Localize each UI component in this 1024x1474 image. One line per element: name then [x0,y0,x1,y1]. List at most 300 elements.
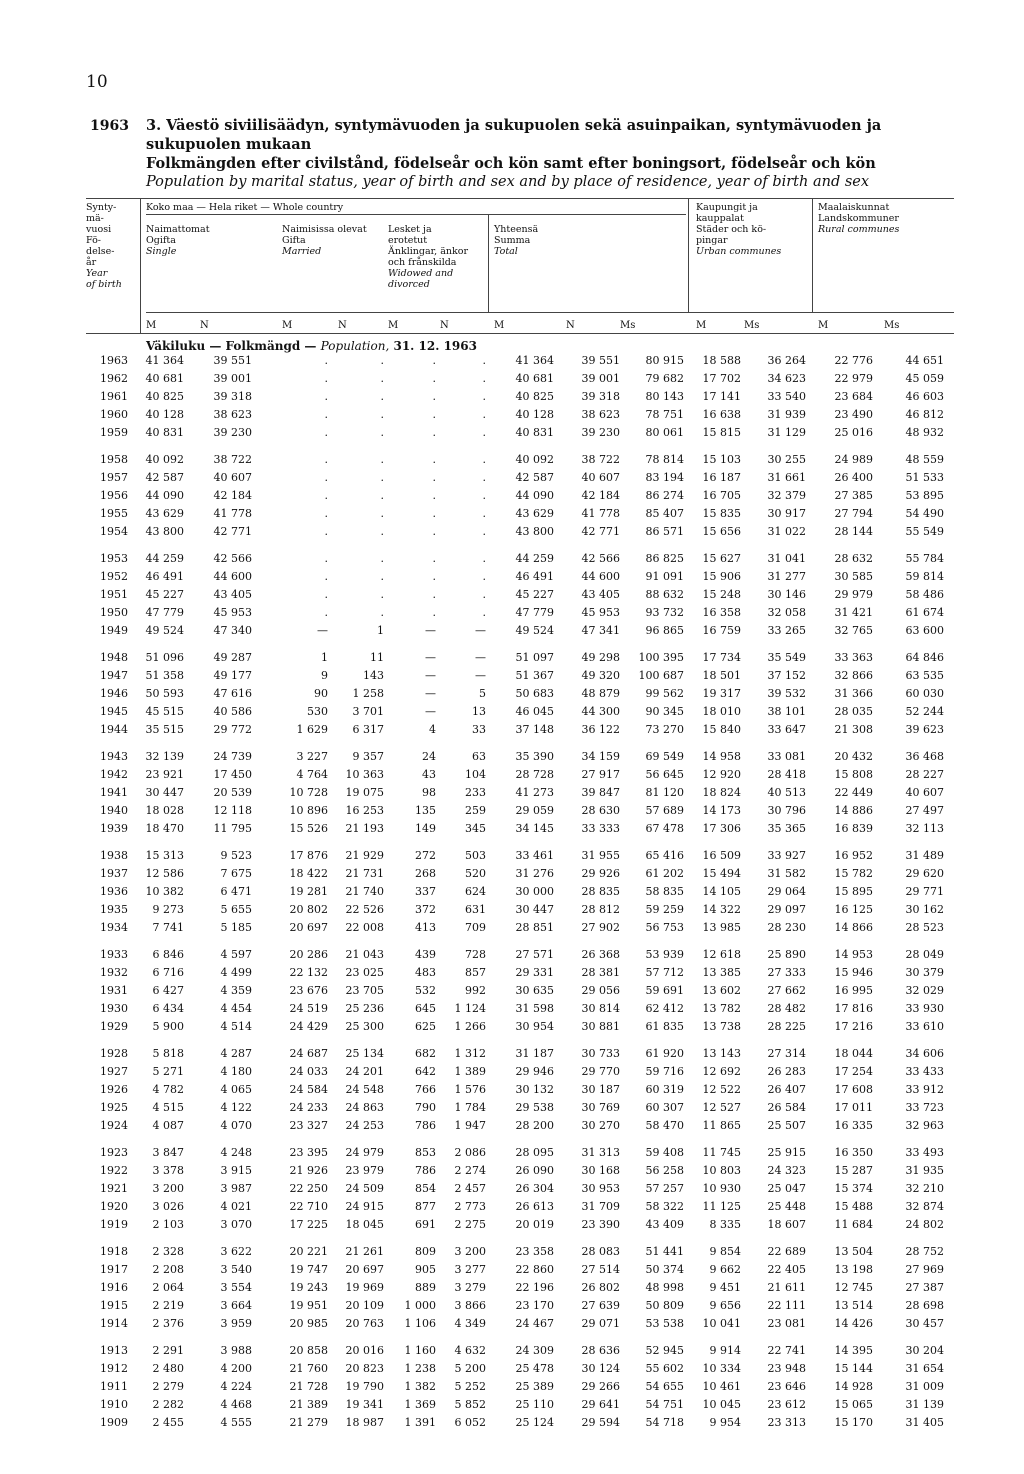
value-cell: 25 134 [345,1047,384,1060]
value-cell: 28 095 [515,1146,554,1159]
value-cell: 23 313 [767,1416,806,1429]
value-cell: 80 915 [645,354,684,367]
value-cell: — [475,624,486,637]
year-cell: 1962 [100,372,128,385]
value-cell: 37 152 [767,669,806,682]
value-cell: 31 939 [767,408,806,421]
value-cell: . [380,426,384,439]
value-cell: 49 177 [213,669,252,682]
value-cell: 5 271 [152,1065,184,1078]
value-cell: 27 917 [581,768,620,781]
value-cell: 13 143 [702,1047,741,1060]
value-cell: 22 979 [834,372,873,385]
value-cell: 3 227 [296,750,328,763]
value-cell: 4 555 [220,1416,252,1429]
value-cell: . [380,606,384,619]
value-cell: 30 132 [515,1083,554,1096]
value-cell: 26 584 [767,1101,806,1114]
value-cell: 57 257 [645,1182,684,1195]
value-cell: 18 470 [145,822,184,835]
value-cell: 39 847 [581,786,620,799]
value-cell: 51 097 [515,651,554,664]
value-cell: 18 045 [345,1218,384,1231]
value-cell: 81 120 [645,786,684,799]
value-cell: 15 906 [702,570,741,583]
value-cell: 1 391 [404,1416,436,1429]
table-row [0,469,1024,487]
year-cell: 1937 [100,867,128,880]
sex-label: Ms [884,320,900,331]
value-cell: 27 969 [905,1263,944,1276]
value-cell: 24 033 [289,1065,328,1078]
value-cell: 2 328 [152,1245,184,1258]
table-row [0,550,1024,568]
value-cell: . [432,588,436,601]
value-cell: 33 540 [767,390,806,403]
value-cell: 36 264 [767,354,806,367]
value-cell: 27 639 [581,1299,620,1312]
year-cell: 1950 [100,606,128,619]
value-cell: 44 300 [581,705,620,718]
value-cell: . [482,372,486,385]
value-cell: 2 773 [454,1200,486,1213]
value-cell: 23 921 [145,768,184,781]
value-cell: — [317,624,328,637]
value-cell: 10 045 [702,1398,741,1411]
value-cell: 17 216 [834,1020,873,1033]
value-cell: 47 779 [515,606,554,619]
value-cell: 79 682 [645,372,684,385]
value-cell: 33 433 [905,1065,944,1078]
value-cell: 29 056 [581,984,620,997]
value-cell: 31 022 [767,525,806,538]
value-cell: 877 [415,1200,436,1213]
value-cell: 24 548 [345,1083,384,1096]
value-cell: 54 655 [645,1380,684,1393]
value-cell: 9 662 [709,1263,741,1276]
value-cell: 33 [472,723,486,736]
value-cell: 625 [415,1020,436,1033]
year-cell: 1946 [100,687,128,700]
value-cell: 337 [415,885,436,898]
value-cell: 86 825 [645,552,684,565]
value-cell: 83 194 [645,471,684,484]
value-cell: 11 125 [702,1200,741,1213]
year-cell: 1935 [100,903,128,916]
value-cell: . [482,588,486,601]
year-cell: 1932 [100,966,128,979]
value-cell: 1 160 [404,1344,436,1357]
value-cell: 34 623 [767,372,806,385]
value-cell: 28 482 [767,1002,806,1015]
value-cell: 20 539 [213,786,252,799]
value-cell: 28 144 [834,525,873,538]
value-cell: 14 958 [702,750,741,763]
value-cell: 40 092 [515,453,554,466]
value-cell: 24 509 [345,1182,384,1195]
value-cell: 1 266 [454,1020,486,1033]
value-cell: 854 [415,1182,436,1195]
value-cell: 3 200 [152,1182,184,1195]
title-block [146,116,966,192]
table-row [0,604,1024,622]
table-row [0,847,1024,865]
value-cell: 12 586 [145,867,184,880]
value-cell: 39 532 [767,687,806,700]
value-cell: 31 313 [581,1146,620,1159]
value-cell: 15 627 [702,552,741,565]
value-cell: 709 [465,921,486,934]
value-cell: 51 367 [515,669,554,682]
value-cell: 33 333 [581,822,620,835]
value-cell: 30 447 [515,903,554,916]
value-cell: 9 854 [709,1245,741,1258]
value-cell: 24 989 [834,453,873,466]
table-row [0,1198,1024,1216]
value-cell: 80 061 [645,426,684,439]
value-cell: . [432,570,436,583]
value-cell: 46 491 [515,570,554,583]
value-cell: 4 764 [296,768,328,781]
value-cell: . [432,354,436,367]
value-cell: . [324,552,328,565]
value-cell: 38 722 [581,453,620,466]
value-cell: 3 554 [220,1281,252,1294]
value-cell: 30 769 [581,1101,620,1114]
value-cell: . [432,390,436,403]
value-cell: 20 697 [289,921,328,934]
value-cell: 21 279 [289,1416,328,1429]
value-cell: 24 323 [767,1164,806,1177]
value-cell: 15 170 [834,1416,873,1429]
value-cell: . [380,489,384,502]
value-cell: 26 407 [767,1083,806,1096]
value-cell: 27 571 [515,948,554,961]
value-cell: 31 139 [905,1398,944,1411]
value-cell: 25 389 [515,1380,554,1393]
value-cell: 4 200 [220,1362,252,1375]
value-cell: . [380,471,384,484]
table-row [0,1144,1024,1162]
value-cell: 15 248 [702,588,741,601]
value-cell: 15 835 [702,507,741,520]
value-cell: 50 683 [515,687,554,700]
value-cell: 25 478 [515,1362,554,1375]
value-cell: 17 141 [702,390,741,403]
value-cell: 1 124 [454,1002,486,1015]
value-cell: 19 317 [702,687,741,700]
value-cell: 49 524 [145,624,184,637]
value-cell: 31 041 [767,552,806,565]
value-cell: 40 831 [145,426,184,439]
value-cell: 30 954 [515,1020,554,1033]
value-cell: 4 180 [220,1065,252,1078]
year-tag: 1963 [90,118,129,134]
value-cell: 22 860 [515,1263,554,1276]
value-cell: 1 312 [454,1047,486,1060]
value-cell: 36 122 [581,723,620,736]
value-cell: 46 603 [905,390,944,403]
value-cell: 2 455 [152,1416,184,1429]
value-cell: 23 979 [345,1164,384,1177]
value-cell: 20 823 [345,1362,384,1375]
value-cell: 31 955 [581,849,620,862]
value-cell: 20 802 [289,903,328,916]
value-cell: 56 645 [645,768,684,781]
year-cell: 1949 [100,624,128,637]
value-cell: — [425,624,436,637]
value-cell: 5 200 [454,1362,486,1375]
value-cell: 22 526 [345,903,384,916]
table-row [0,748,1024,766]
value-cell: . [324,606,328,619]
value-cell: 43 629 [145,507,184,520]
table-row [0,352,1024,370]
value-cell: 45 227 [515,588,554,601]
value-cell: 55 602 [645,1362,684,1375]
value-cell: 40 607 [581,471,620,484]
value-cell: 1 106 [404,1317,436,1330]
value-cell: 2 275 [454,1218,486,1231]
value-cell: 4 065 [220,1083,252,1096]
value-cell: 1 238 [404,1362,436,1375]
title-fi: 3. Väestö siviilisäädyn, syntymävuoden ja sukupuolen sekä asuinpaikan, syntymävuoden ja sukupuolen mukaan [146,117,882,153]
value-cell: 42 566 [213,552,252,565]
value-cell: 33 081 [767,750,806,763]
value-cell: . [482,453,486,466]
value-cell: . [380,588,384,601]
table-row [0,901,1024,919]
total-header: Yhteensä Summa Total [494,224,539,257]
value-cell: . [482,606,486,619]
value-cell: 2 103 [152,1218,184,1231]
year-cell: 1942 [100,768,128,781]
value-cell: 23 612 [767,1398,806,1411]
value-cell: 38 623 [581,408,620,421]
value-cell: 10 930 [702,1182,741,1195]
value-cell: 4 349 [454,1317,486,1330]
sex-label: N [440,320,449,331]
value-cell: . [380,507,384,520]
year-cell: 1948 [100,651,128,664]
value-cell: 29 331 [515,966,554,979]
value-cell: 3 378 [152,1164,184,1177]
value-cell: 25 016 [834,426,873,439]
value-cell: 18 028 [145,804,184,817]
value-cell: 41 364 [515,354,554,367]
value-cell: 503 [465,849,486,862]
year-column-header: Synty- mä- vuosi Fö- delse- år Year of birth [86,202,122,290]
page-number: 10 [86,72,108,92]
value-cell: 16 187 [702,471,741,484]
value-cell: 59 259 [645,903,684,916]
value-cell: 24 739 [213,750,252,763]
value-cell: 20 286 [289,948,328,961]
value-cell: 28 083 [581,1245,620,1258]
value-cell: 30 000 [515,885,554,898]
value-cell: 28 523 [905,921,944,934]
value-cell: 100 687 [638,669,684,682]
value-cell: 28 835 [581,885,620,898]
value-cell: 30 146 [767,588,806,601]
value-cell: 39 230 [581,426,620,439]
table-row [0,1360,1024,1378]
value-cell: 19 790 [345,1380,384,1393]
value-cell: 17 306 [702,822,741,835]
value-cell: 51 096 [145,651,184,664]
value-cell: 30 635 [515,984,554,997]
value-cell: 5 655 [220,903,252,916]
value-cell: 1 389 [454,1065,486,1078]
value-cell: 30 187 [581,1083,620,1096]
value-cell: 691 [415,1218,436,1231]
value-cell: 100 395 [638,651,684,664]
value-cell: 21 611 [767,1281,806,1294]
value-cell: 20 858 [289,1344,328,1357]
value-cell: 28 035 [834,705,873,718]
value-cell: 63 [472,750,486,763]
table-row [0,1162,1024,1180]
value-cell: 53 939 [645,948,684,961]
value-cell: 30 168 [581,1164,620,1177]
value-cell: 18 422 [289,867,328,880]
value-cell: 9 656 [709,1299,741,1312]
value-cell: 9 [321,669,328,682]
value-cell: 34 606 [905,1047,944,1060]
value-cell: 22 111 [767,1299,806,1312]
value-cell: 15 488 [834,1200,873,1213]
value-cell: 22 689 [767,1245,806,1258]
value-cell: 62 412 [645,1002,684,1015]
value-cell: . [432,525,436,538]
value-cell: 16 125 [834,903,873,916]
value-cell: . [432,471,436,484]
value-cell: 1 258 [352,687,384,700]
value-cell: 29 926 [581,867,620,880]
table-row [0,982,1024,1000]
value-cell: 19 341 [345,1398,384,1411]
value-cell: . [432,453,436,466]
year-cell: 1944 [100,723,128,736]
value-cell: 51 441 [645,1245,684,1258]
value-cell: 30 457 [905,1317,944,1330]
value-cell: 14 173 [702,804,741,817]
value-cell: 2 208 [152,1263,184,1276]
value-cell: 44 651 [905,354,944,367]
value-cell: 2 457 [454,1182,486,1195]
value-cell: 2 219 [152,1299,184,1312]
value-cell: 15 946 [834,966,873,979]
value-cell: 49 298 [581,651,620,664]
sex-label: N [338,320,347,331]
value-cell: 32 874 [905,1200,944,1213]
value-cell: 39 230 [213,426,252,439]
value-cell: 27 794 [834,507,873,520]
value-cell: 30 379 [905,966,944,979]
value-cell: 9 523 [220,849,252,862]
value-cell: 22 741 [767,1344,806,1357]
value-cell: 16 509 [702,849,741,862]
value-cell: 3 026 [152,1200,184,1213]
value-cell: 1 [377,624,384,637]
value-cell: 33 647 [767,723,806,736]
value-cell: 23 170 [515,1299,554,1312]
year-cell: 1925 [100,1101,128,1114]
country-span-rule [146,214,686,215]
value-cell: 28 812 [581,903,620,916]
value-cell: 24 201 [345,1065,384,1078]
value-cell: 21 740 [345,885,384,898]
value-cell: 14 322 [702,903,741,916]
value-cell: 3 915 [220,1164,252,1177]
value-cell: 38 101 [767,705,806,718]
table-row [0,451,1024,469]
value-cell: 65 416 [645,849,684,862]
value-cell: — [425,669,436,682]
value-cell: 786 [415,1119,436,1132]
value-cell: 3 988 [220,1344,252,1357]
value-cell: 41 778 [581,507,620,520]
value-cell: . [482,408,486,421]
value-cell: 44 090 [515,489,554,502]
value-cell: 28 630 [581,804,620,817]
value-cell: 31 654 [905,1362,944,1375]
value-cell: 30 255 [767,453,806,466]
table-row [0,424,1024,442]
value-cell: 3 866 [454,1299,486,1312]
value-cell: 28 227 [905,768,944,781]
value-cell: 16 995 [834,984,873,997]
value-cell: 45 953 [581,606,620,619]
table-row [0,865,1024,883]
value-cell: 30 585 [834,570,873,583]
value-cell: 24 309 [515,1344,554,1357]
value-cell: 31 405 [905,1416,944,1429]
value-cell: . [482,489,486,502]
value-cell: 25 124 [515,1416,554,1429]
value-cell: 33 927 [767,849,806,862]
value-cell: 29 620 [905,867,944,880]
value-cell: 1 947 [454,1119,486,1132]
value-cell: 48 559 [905,453,944,466]
value-cell: 29 071 [581,1317,620,1330]
value-cell: 42 184 [581,489,620,502]
table-row [0,1261,1024,1279]
table-row [0,802,1024,820]
value-cell: 50 593 [145,687,184,700]
value-cell: 31 489 [905,849,944,862]
value-cell: 4 359 [220,984,252,997]
value-cell: 26 283 [767,1065,806,1078]
year-cell: 1933 [100,948,128,961]
value-cell: 12 118 [213,804,252,817]
value-cell: 59 691 [645,984,684,997]
value-cell: 55 549 [905,525,944,538]
value-cell: 69 549 [645,750,684,763]
value-cell: 3 070 [220,1218,252,1231]
value-cell: 13 602 [702,984,741,997]
value-cell: 23 948 [767,1362,806,1375]
year-cell: 1913 [100,1344,128,1357]
table-row [0,1081,1024,1099]
value-cell: 6 317 [352,723,384,736]
value-cell: 17 011 [834,1101,873,1114]
table-row [0,1000,1024,1018]
value-cell: 59 814 [905,570,944,583]
sex-label: M [146,320,157,331]
value-cell: . [324,372,328,385]
value-cell: 6 846 [152,948,184,961]
